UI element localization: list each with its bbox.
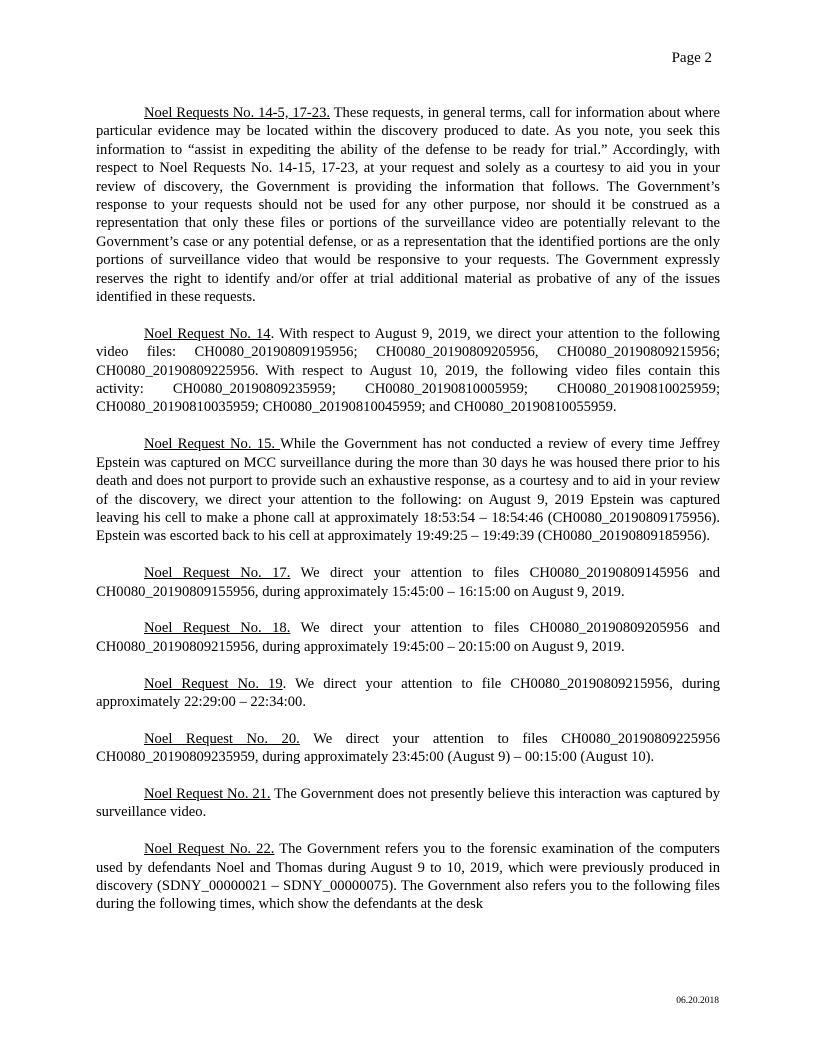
paragraph-text: The Government does not presently believe this interaction was captured by surveillance video. [96, 785, 721, 821]
page-number: Page 2 [671, 50, 712, 66]
paragraph-request-22 [96, 840, 720, 914]
paragraph-text: While the Government has not conducted a review of every time Jeffrey Epstein was captured on MCC surveillance during the more than 30 days he was housed there prior to his death and does not purport to provide such an exhaustive response, as a courtesy and to aid in your review of the discovery, we direct your attention to the following: on August 9, 2019 Epstein was captured leaving his cell to make a phone call at approximately 18:53:54 – 18:54:46 (CH0080_20190809175956). Epstein was escorted back to his cell at approximately 19:49:25 – 19:49:39 (CH0080_20190809185956). [96, 436, 720, 545]
paragraph-request-17 [96, 564, 720, 601]
paragraph-heading: Noel Request No. 20. [144, 730, 300, 747]
footer-date-code: 06.20.2018 [676, 996, 719, 1006]
paragraph-request-19 [96, 675, 720, 712]
paragraph-heading: Noel Request No. 21. [144, 785, 271, 802]
paragraph-text: . We direct your attention to file CH0080_20190809215956, during approximately 22:29:00 – 22:34:00. [96, 675, 720, 710]
paragraph-request-14 [96, 325, 720, 417]
paragraph-heading: Noel Request No. 15. [144, 436, 281, 453]
paragraph-text: We direct your attention to files CH0080_20190809225956 CH0080_20190809235959, during approximately 23:45:00 (August 9) – 00:15:00 (August 10). [96, 730, 720, 766]
paragraph-request-21 [96, 785, 720, 822]
paragraph-text: . With respect to August 9, 2019, we direct your attention to the following video files: CH0080_20190809195956; CH0080_20190809205956, CH0080_20190809215956; CH0080_20190809225956. With respect to August 10, 2019, the following video files contain this activity: CH0080_20190809235959; CH0080_20190810005959; CH0080_20190810025959; CH0080_20190810035959; CH0080_20190810045959; and CH0080_20190810055959. [96, 325, 720, 416]
paragraph-heading: Noel Request No. 18. [144, 620, 291, 637]
paragraph-heading: Noel Request No. 19 [144, 675, 283, 692]
letter-body [96, 104, 720, 932]
paragraph-text: These requests, in general terms, call for information about where particular evidence may be located within the discovery produced to date. As you note, you seek this information to “assist in expediting the ability of the defense to be ready for trial.” Accordingly, with respect to Noel Requests No. 14-15, 17-23, at your request and solely as a courtesy to aid you in your review of discovery, the Government is providing the information that follows. The Government’s response to your requests should not be used for any other purpose, nor should it be construed as a representation that only these files or portions of the surveillance video are potentially relevant to the Government’s case or any potential defense, or as a representation that the identified portions are the only portions of surveillance video that would be responsive to your requests. The Government expressly reserves the right to identify and/or offer at trial additional material as probative of any of the issues identified in these requests. [96, 105, 720, 306]
paragraph-text: The Government refers you to the forensic examination of the computers used by defendants Noel and Thomas during August 9 to 10, 2019, which were previously produced in discovery (SDNY_00000021 – SDNY_00000075). The Government also refers you to the following files during the following times, which show the defendants at the desk [96, 841, 720, 913]
paragraph-request-18 [96, 619, 720, 656]
paragraph-request-15 [96, 435, 720, 545]
paragraph-heading: Noel Request No. 17. [144, 565, 291, 582]
paragraph-request-20 [96, 730, 720, 767]
paragraph-text: We direct your attention to files CH0080_20190809205956 and CH0080_20190809215956, during approximately 19:45:00 – 20:15:00 on August 9, 2019. [96, 620, 720, 655]
paragraph-heading: Noel Requests No. 14-5, 17-23. [144, 105, 331, 121]
paragraph-heading: Noel Request No. 22. [144, 841, 275, 858]
paragraph-requests-14-23 [96, 104, 720, 306]
paragraph-text: We direct your attention to files CH0080_20190809145956 and CH0080_20190809155956, during approximately 15:45:00 – 16:15:00 on August 9, 2019. [96, 565, 720, 600]
paragraph-heading: Noel Request No. 14 [144, 325, 271, 342]
